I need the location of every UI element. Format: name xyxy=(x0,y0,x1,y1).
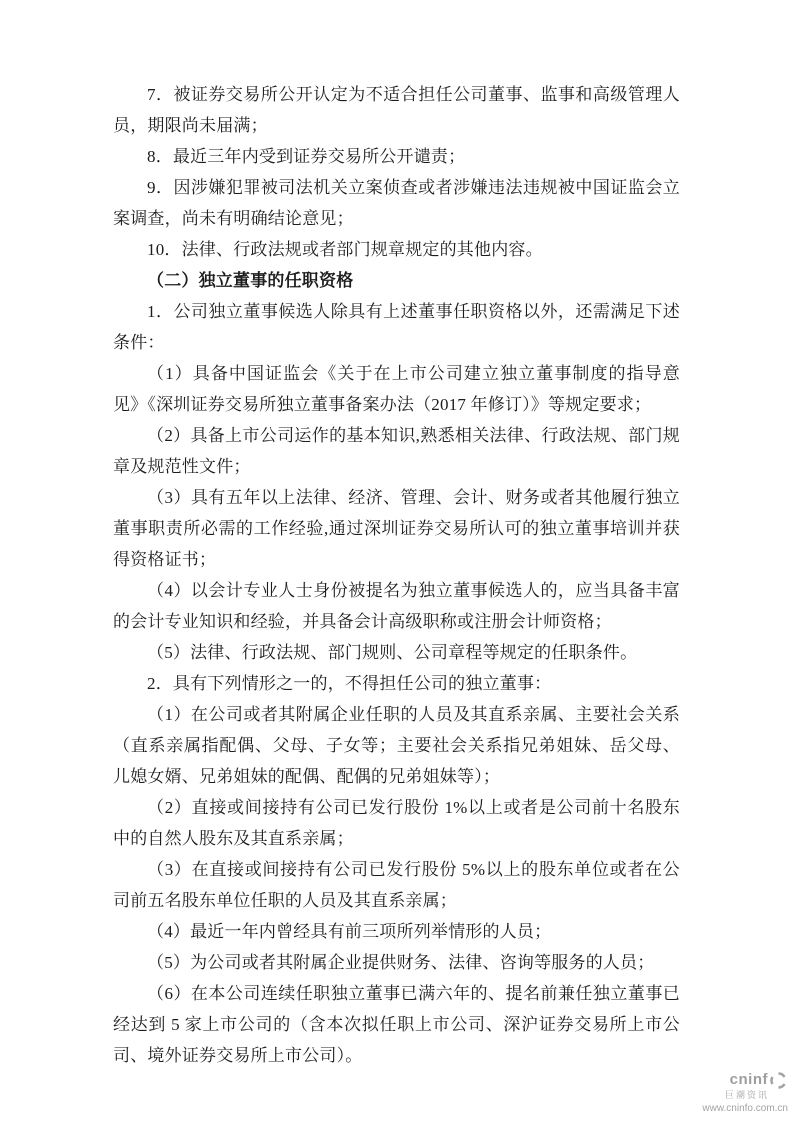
paragraph: （3）具有五年以上法律、经济、管理、会计、财务或者其他履行独立董事职责所必需的工作经验,通过深圳证券交易所认可的独立董事培训并获得资格证书； xyxy=(113,488,680,569)
paragraph: （4）最近一年内曾经具有前三项所列举情形的人员； xyxy=(147,922,552,941)
paragraph: 9．因涉嫌犯罪被司法机关立案侦查或者涉嫌违法违规被中国证监会立案调查，尚未有明确结论意见； xyxy=(113,178,680,228)
paragraph: 10．法律、行政法规或者部门规章规定的其他内容。 xyxy=(147,240,543,259)
paragraph: （1）在公司或者其附属企业任职的人员及其直系亲属、主要社会关系（直系亲属指配偶、父母、子女等；主要社会关系指兄弟姐妹、岳父母、儿媳女婿、兄弟姐妹的配偶、配偶的兄弟姐妹等）； xyxy=(113,705,680,786)
cninfo-chinese-name: 巨潮资讯 xyxy=(724,1090,769,1101)
cninfo-logo-row xyxy=(730,1071,788,1090)
paragraph: 7．被证券交易所公开认定为不适合担任公司董事、监事和高级管理人员，期限尚未届满； xyxy=(113,85,680,135)
paragraph: （1）具备中国证监会《关于在上市公司建立独立董事制度的指导意见》《深圳证券交易所独立董事备案办法（2017 年修订）》等规定要求； xyxy=(113,364,680,414)
paragraph: 1．公司独立董事候选人除具有上述董事任职资格以外，还需满足下述条件： xyxy=(113,302,680,352)
paragraph: 8．最近三年内受到证券交易所公开谴责； xyxy=(147,147,466,166)
paragraph: （5）为公司或者其附属企业提供财务、法律、咨询等服务的人员； xyxy=(147,953,655,972)
cninfo-brand-text: cninf xyxy=(729,1071,768,1089)
document-body xyxy=(113,79,680,1071)
paragraph: 2．具有下列情形之一的，不得担任公司的独立董事： xyxy=(147,674,552,693)
cninfo-url: www.cninfo.com.cn xyxy=(702,1103,788,1114)
swirl-icon xyxy=(769,1071,788,1090)
section-heading: （二）独立董事的任职资格 xyxy=(147,271,354,290)
paragraph: （2）直接或间接持有公司已发行股份 1%以上或者是公司前十名股东中的自然人股东及其直系亲属； xyxy=(113,798,680,848)
paragraph: （2）具备上市公司运作的基本知识,熟悉相关法律、行政法规、部门规章及规范性文件； xyxy=(113,426,680,476)
paragraph: （6）在本公司连续任职独立董事已满六年的、提名前兼任独立董事已经达到 5 家上市公司的（含本次拟任职上市公司、深沪证券交易所上市公司、境外证券交易所上市公司）。 xyxy=(113,984,680,1065)
cninfo-logo xyxy=(702,1071,789,1114)
paragraph: （4）以会计专业人士身份被提名为独立董事候选人的，应当具备丰富的会计专业知识和经验，并具备会计高级职称或注册会计师资格； xyxy=(113,581,680,631)
paragraph: （5）法律、行政法规、部门规则、公司章程等规定的任职条件。 xyxy=(147,643,638,662)
paragraph: （3）在直接或间接持有公司已发行股份 5%以上的股东单位或者在公司前五名股东单位任职的人员及其直系亲属； xyxy=(113,860,680,910)
